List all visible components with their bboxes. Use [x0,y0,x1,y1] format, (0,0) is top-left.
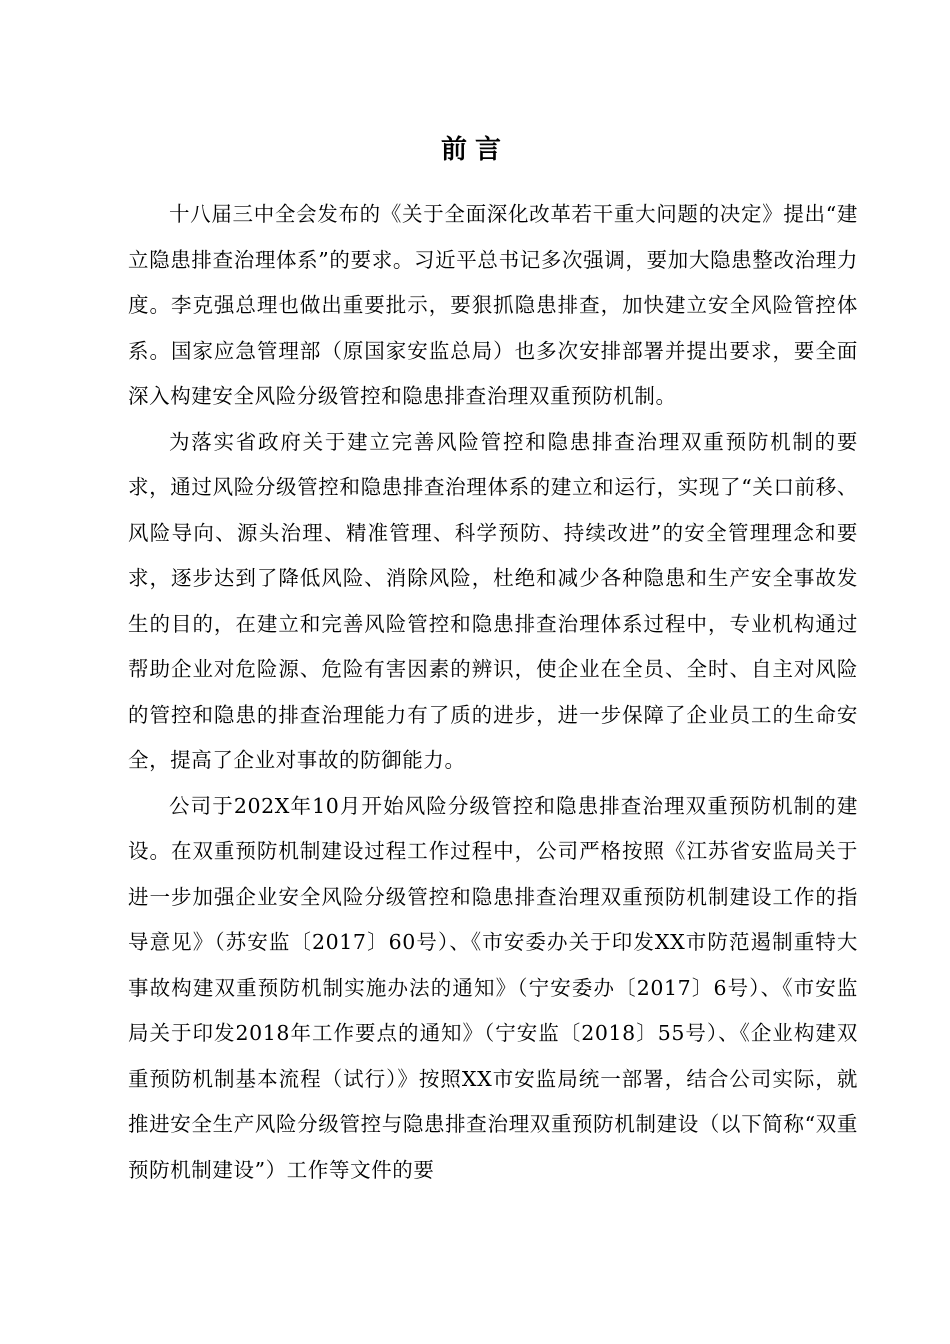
paragraph-2: 为落实省政府关于建立完善风险管控和隐患排查治理双重预防机制的要求，通过风险分级管控和隐患排查治理体系的建立和运行，实现了“关口前移、风险导向、源头治理、精准管理、科学预防、持续改进”的安全管理理念和要求，逐步达到了降低风险、消除风险，杜绝和减少各种隐患和生产安全事故发生的目的，在建立和完善风险管控和隐患排查治理体系过程中，专业机构通过帮助企业对危险源、危险有害因素的辨识，使企业在全员、全时、自主对风险的管控和隐患的排查治理能力有了质的进步，进一步保障了企业员工的生命安全，提高了企业对事故的防御能力。 [128,429,858,772]
paragraph-1: 十八届三中全会发布的《关于全面深化改革若干重大问题的决定》提出“建立隐患排查治理体系”的要求。习近平总书记多次强调，要加大隐患整改治理力度。李克强总理也做出重要批示，要狠抓隐患排查，加快建立安全风险管控体系。国家应急管理部（原国家安监总局）也多次安排部署并提出要求，要全面深入构建安全风险分级管控和隐患排查治理双重预防机制。 [128,202,858,408]
paragraph-3: 公司于202X年10月开始风险分级管控和隐患排查治理双重预防机制的建设。在双重预防机制建设过程工作过程中，公司严格按照《江苏省安监局关于进一步加强企业安全风险分级管控和隐患排查治理双重预防机制建设工作的指导意见》（苏安监〔2017〕60号）、《市安委办关于印发XX市防范遏制重特大事故构建双重预防机制实施办法的通知》（宁安委办〔2017〕6号）、《市安监局关于印发2018年工作要点的通知》（宁安监〔2018〕55号）、《企业构建双重预防机制基本流程（试行）》按照XX市安监局统一部署，结合公司实际，就推进安全生产风险分级管控与隐患排查治理双重预防机制建设（以下简称“双重预防机制建设”）工作等文件的要 [128,793,858,1182]
page-title: 前言 [440,135,509,165]
body-text [128,192,858,1193]
